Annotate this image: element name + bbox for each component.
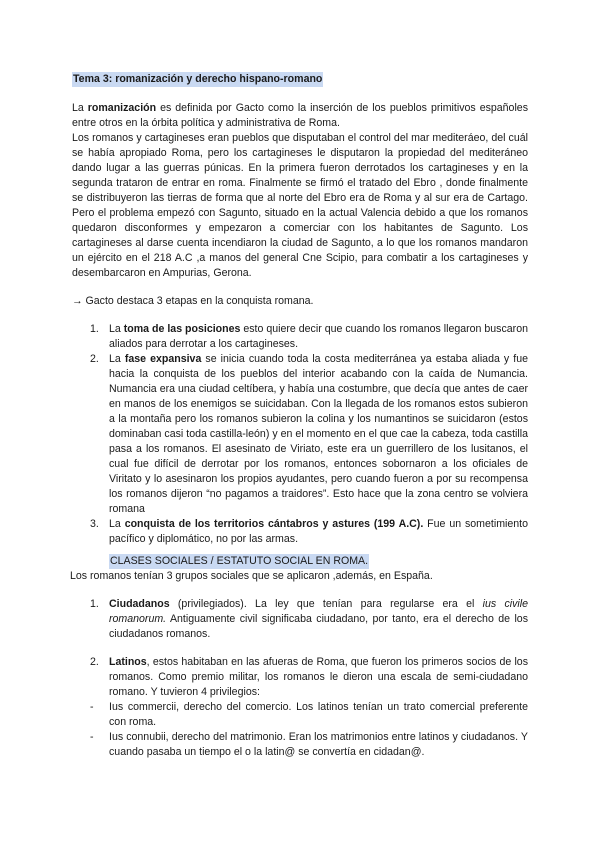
section-intro: Los romanos tenían 3 grupos sociales que se aplicaron ,además, en España. [70, 570, 433, 582]
list-number: 2. [90, 353, 99, 365]
list-number: 3. [90, 518, 99, 530]
dash-bullet: - [90, 701, 94, 713]
document-body [72, 72, 528, 760]
stages-list [72, 322, 528, 547]
list-number: 1. [90, 323, 99, 335]
section-heading: CLASES SOCIALES / ESTATUTO SOCIAL EN ROMA. [110, 555, 369, 567]
stages-intro: → Gacto destaca 3 etapas en la conquista romana. [72, 295, 314, 307]
page-title [72, 72, 528, 87]
list-item: 1. Ciudadanos (privilegiados). La ley que tenían para regularse era el ius civile romanorum. Antiguamente civil significaba ciudadano, por tanto, era el derecho de los ciudadanos romanos. [90, 598, 528, 640]
romanizacion-term: romanización [87, 102, 157, 114]
intro-paragraph-1: La romanización es definida por Gacto como la inserción de los pueblos primitivos españoles entre otros en la órbita política y administrativa de Roma. [72, 102, 528, 129]
list-item: - Ius connubii, derecho del matrimonio. Eran los matrimonios entre latinos y ciudadanos. Y cuando pasaba un tiempo el o la latin@ se convertía en cidadan@. [90, 731, 528, 758]
dash-bullet: - [90, 731, 94, 743]
section-heading-line [72, 554, 528, 569]
title-highlight: Tema 3: romanización y derecho hispano-romano [73, 73, 323, 85]
list-item: 2. Latinos, estos habitaban en las afueras de Roma, que fueron los primeros socios de los romanos. Como premio militar, los romanos le dieron una escala de semi-ciudadano romano. Y tuvieron 4 privilegios: [90, 656, 528, 698]
privileges-list [72, 700, 528, 760]
list-item: 1. La toma de las posiciones esto quiere decir que cuando los romanos llegaron buscaron aliados para derrotar a los cartagineses. [90, 323, 528, 350]
list-number: 2. [90, 656, 99, 668]
intro-paragraph-2: Los romanos y cartagineses eran pueblos que disputaban el control del mar mediteráeo, del cuál se había apropiado Roma, pero los cartagineses le disputaron la propiedad del mediteráneo dando lugar a las guerras púnicas. En la primera fueron derrotados los cartagineses y en la segunda trataron de entrar en roma. Finalmente se firmó el tratado del Ebro , donde finalmente se distribuyeron las tierras de forma que al norte del Ebro era de Roma y al sur era de Cartago. Pero el problema empezó con Sagunto, situado en la actual Valencia debido a que los romanos quedaron disconformes y empezaron a comerciar con los habitantes de Sagunto. Los cartagineses al darse cuenta incendiaron la ciudad de Sagunto, a lo que los romanos mandaron un ejército en el 218 A.C ,a manos del general Cne Scipio, para combatir a los cartagineses y desembarcaron en Ampurias, Gerona. [72, 132, 528, 279]
groups-list [72, 597, 528, 642]
groups-list-continued [72, 655, 528, 700]
list-item: 3. La conquista de los territorios cántabros y astures (199 A.C). Fue un sometimiento pacífico y diplomático, no por las armas. [90, 518, 528, 545]
list-item: 2. La fase expansiva se inicia cuando toda la costa mediterránea ya estaba aliada y fue hacia la conquista de los pueblos del interior acabando con la caída de Numancia. Numancia era una ciudad celtíbera, y había una costumbre, que decía que antes de caer en manos de los enemigos se suicidaban. Con la llegada de los romanos estos subieron a la montaña pero los romanos subieron la colina y los numantinos se suicidaron (estos dominaban casi toda castilla-león) y en el momento en el que cae la cabeza, toda castilla pasa a los romanos. El asesinato de Viriato, este era un guerrillero de los lusitanos, el cual fue difícil de derrotar por los romanos, entonces sobornaron a los oficiales de Viritato y lo asesinaron los propios ayudantes, pero cuando fueron a por su recompensa los romanos dijeron “no pagamos a traidores”. Esto hace que la zona centro se volviera romana [90, 353, 528, 515]
list-item: - Ius commercii, derecho del comercio. Los latinos tenían un trato comercial preferente con roma. [90, 701, 528, 728]
list-number: 1. [90, 598, 99, 610]
